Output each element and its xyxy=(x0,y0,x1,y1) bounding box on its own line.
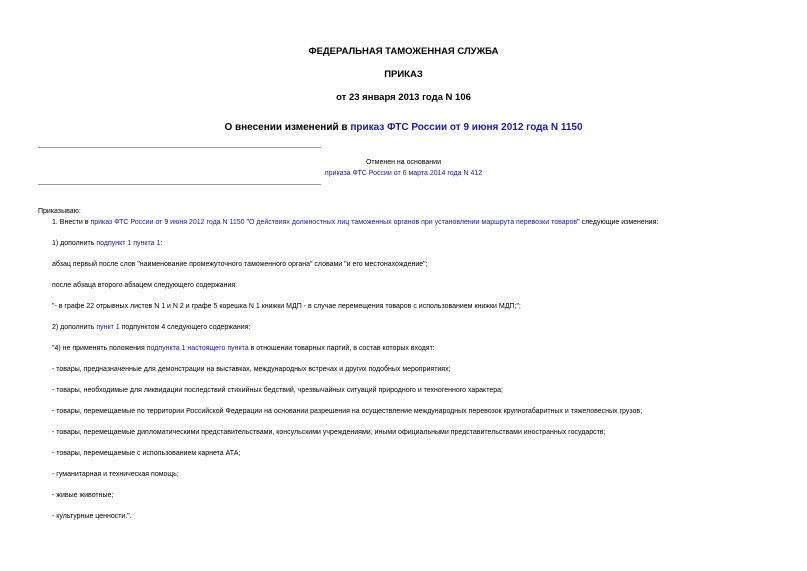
title-link[interactable]: приказ ФТС России от 9 июня 2012 года N 1150 xyxy=(350,122,583,133)
list-item: - товары, перемещаемые дипломатическими представительствами, консульскими учреждениями, иными официальными представительствами иностранных государств; xyxy=(52,429,606,436)
order-line: Приказываю: xyxy=(38,208,81,215)
paragraph-4: после абзаца второго абзацем следующего содержания: xyxy=(52,282,238,289)
paragraph-7-link[interactable]: подпункта 1 настоящего пункта xyxy=(146,345,249,352)
paragraph-1-mid: " xyxy=(244,219,249,226)
list-item: - гуманитарная и техническая помощь; xyxy=(52,471,179,478)
paragraph-2-link[interactable]: подпункт 1 пункта 1 xyxy=(96,240,161,247)
paragraph-2-b: : xyxy=(160,240,163,247)
list-item: - живые животные; xyxy=(52,492,114,499)
document-date-number: от 23 января 2013 года N 106 xyxy=(336,92,471,103)
paragraph-5: "- в графе 22 отрывных листов N 1 и N 2 и графе 5 корешка N 1 книжки МДП - в случае перемещения товаров с использованием книжки МДП;"; xyxy=(52,303,521,310)
paragraph-1-end: " следующие изменения: xyxy=(577,219,659,226)
list-item: - товары, необходимые для ликвидации последствий стихийных бедствий, чрезвычайных ситуаций природного и техногенного характера; xyxy=(52,387,503,394)
paragraph-2-a: 1) дополнить xyxy=(52,240,97,247)
paragraph-7-b: в отношении товарных партий, в состав которых входят: xyxy=(248,345,435,352)
paragraph-7 xyxy=(52,345,435,352)
status-link[interactable]: приказа ФТС России от 6 марта 2014 года N 412 xyxy=(324,170,483,177)
paragraph-7-a: "4) не применять положения xyxy=(52,345,147,352)
divider-bottom xyxy=(38,184,321,185)
paragraph-6-link[interactable]: пункт 1 xyxy=(96,324,120,331)
paragraph-2 xyxy=(52,240,162,247)
divider-top xyxy=(38,147,321,148)
paragraph-1-link[interactable]: приказ ФТС России от 9 июня 2012 года N 1150 xyxy=(90,219,245,226)
agency-name: ФЕДЕРАЛЬНАЯ ТАМОЖЕННАЯ СЛУЖБА xyxy=(308,46,499,57)
list-item: - товары, перемещаемые с использованием карнета АТА; xyxy=(52,450,241,457)
paragraph-1-link2[interactable]: О действиях должностных лиц таможенных органов при установлении маршрута перевозки товаров xyxy=(249,219,578,226)
list-item: - культурные ценности.". xyxy=(52,513,132,520)
paragraph-6 xyxy=(52,324,250,331)
status-note: Отменен на основании xyxy=(365,159,441,166)
document-type: ПРИКАЗ xyxy=(384,69,423,80)
title-prefix: О внесении изменений в xyxy=(224,122,351,133)
paragraph-3: абзац первый после слов "наименование промежуточного таможенного органа" словами "и его местонахождение"; xyxy=(52,261,428,268)
paragraph-1 xyxy=(52,219,658,226)
list-item: - товары, предназначенные для демонстрации на выставках, международных встречах и других подобных мероприятиях; xyxy=(52,366,451,373)
document-title xyxy=(0,122,807,133)
paragraph-6-a: 2) дополнить xyxy=(52,324,97,331)
paragraph-1-num: 1. Внести в xyxy=(52,219,91,226)
paragraph-6-b: подпунктом 4 следующего содержания: xyxy=(119,324,251,331)
list-item: - товары, перемещаемые по территории Российской Федерации на основании разрешения на осуществление международных перевозок крупногабаритных и тяжеловесных грузов; xyxy=(52,408,643,415)
